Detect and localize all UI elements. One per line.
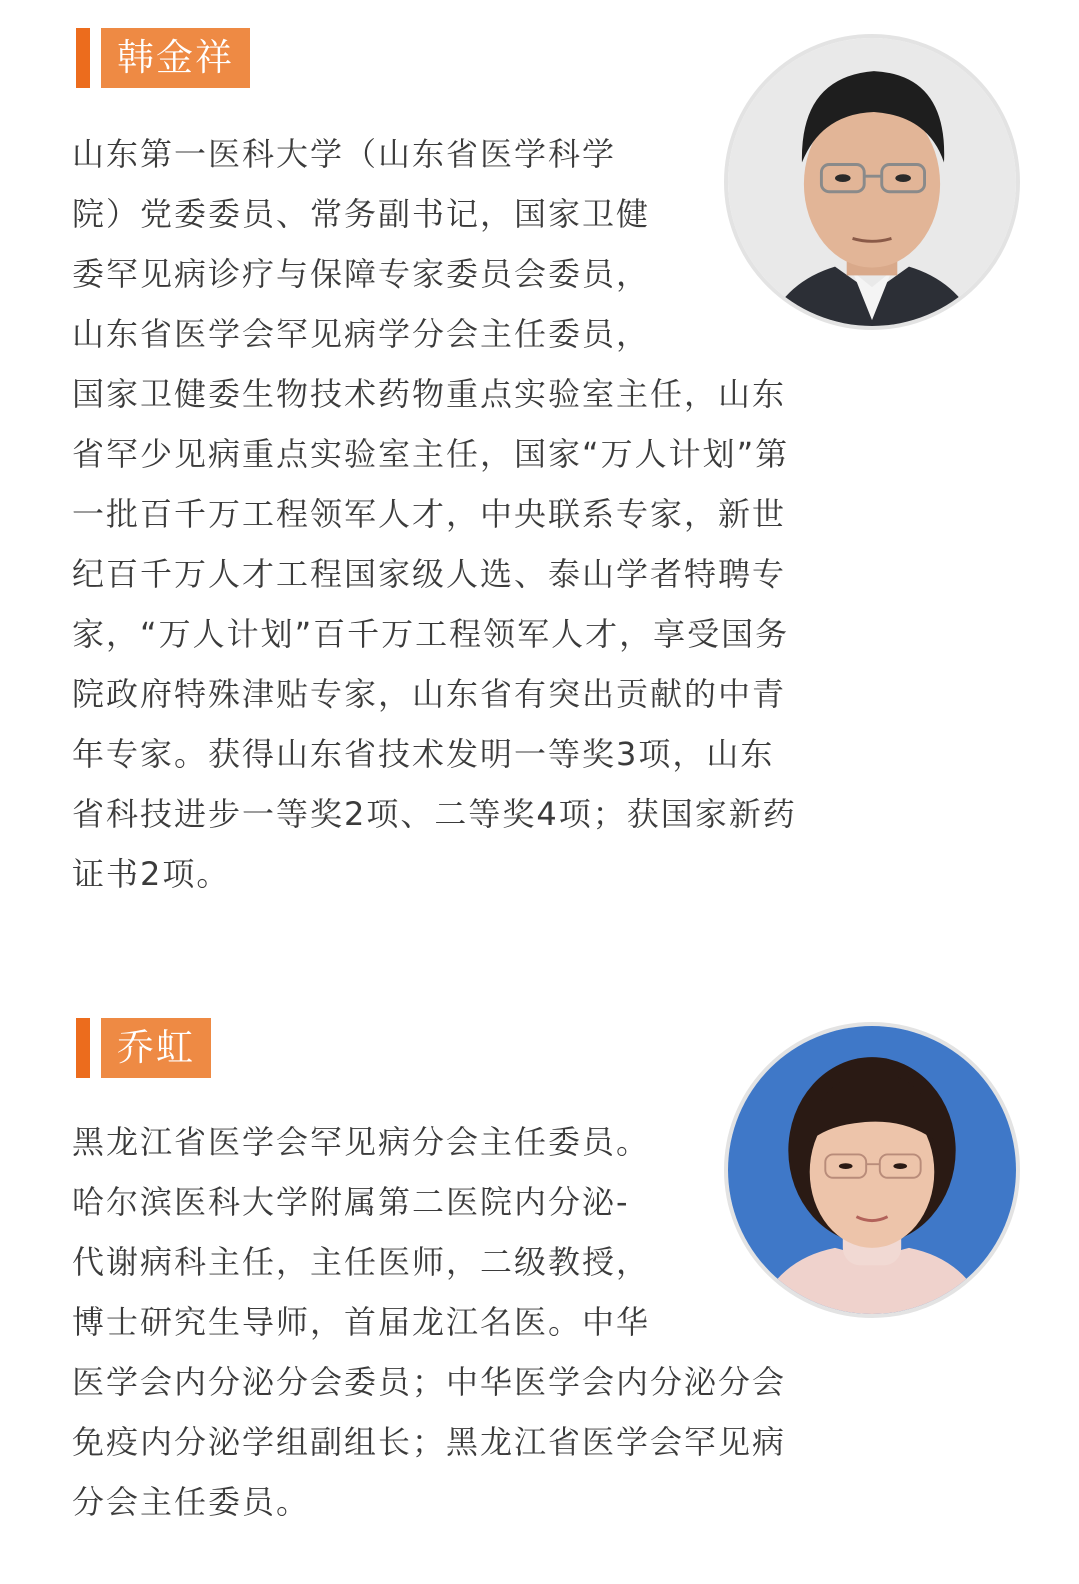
bio-line: 院）党委委员、常务副书记，国家卫健 <box>72 195 651 233</box>
bio-line: 哈尔滨医科大学附属第二医院内分泌- <box>72 1183 630 1221</box>
bio-line: 省科技进步一等奖2项、二等奖4项；获国家新药 <box>72 795 797 833</box>
accent-bar <box>76 28 90 88</box>
bio-line: 国家卫健委生物技术药物重点实验室主任，山东 <box>72 375 787 413</box>
bio-line: 委罕见病诊疗与保障专家委员会委员， <box>72 255 651 293</box>
accent-bar <box>76 1018 90 1078</box>
bio-line: 山东省医学会罕见病学分会主任委员， <box>72 315 651 353</box>
bio-line: 医学会内分泌分会委员；中华医学会内分泌分会 <box>72 1363 787 1401</box>
bio-line: 纪百千万人才工程国家级人选、泰山学者特聘专 <box>72 555 787 593</box>
bio-line: 山东第一医科大学（山东省医学科学 <box>72 135 617 173</box>
bio-line: 分会主任委员。 <box>72 1483 311 1521</box>
bio-text <box>72 1112 786 1532</box>
bio-line: 证书2项。 <box>72 855 231 893</box>
bio-line: 博士研究生导师，首届龙江名医。中华 <box>72 1303 651 1341</box>
bio-line: 免疫内分泌学组副组长；黑龙江省医学会罕见病 <box>72 1423 787 1461</box>
person-name: 韩金祥 <box>101 28 250 88</box>
bio-line: 黑龙江省医学会罕见病分会主任委员。 <box>72 1123 651 1161</box>
person-name: 乔虹 <box>101 1018 211 1078</box>
bio-line: 年专家。获得山东省技术发明一等奖3项，山东 <box>72 735 775 773</box>
bio-text <box>72 124 797 904</box>
bio-line: 院政府特殊津贴专家，山东省有突出贡献的中青 <box>72 675 787 713</box>
bio-line: 一批百千万工程领军人才，中央联系专家，新世 <box>72 495 787 533</box>
bio-line: 代谢病科主任，主任医师，二级教授， <box>72 1243 651 1281</box>
bio-line: 家，“万人计划”百千万工程领军人才，享受国务 <box>72 615 790 653</box>
bio-line: 省罕少见病重点实验室主任，国家“万人计划”第 <box>72 435 790 473</box>
